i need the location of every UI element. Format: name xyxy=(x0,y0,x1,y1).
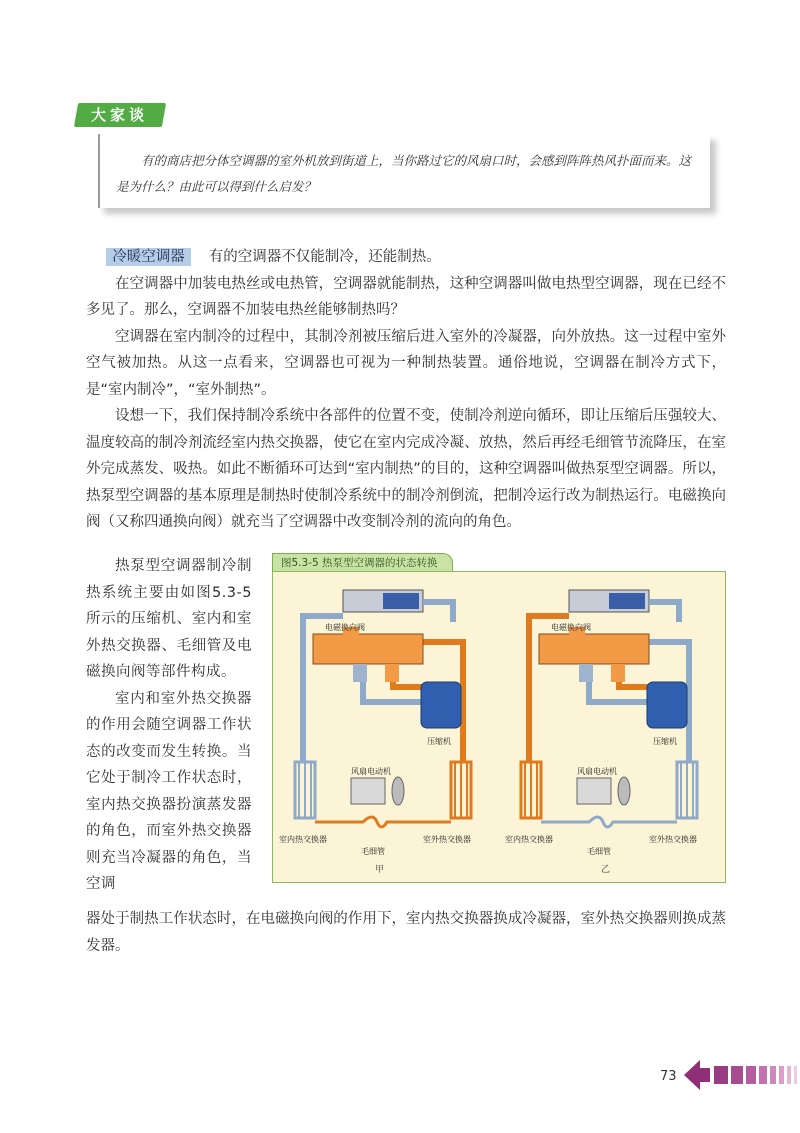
indoor-coil xyxy=(521,762,541,818)
discuss-text: 有的商店把分体空调器的室外机放到街道上，当你路过它的风扇口时，会感到阵阵热风扑面而来。这是为什么？由此可以得到什么启发？ xyxy=(116,153,692,194)
capillary xyxy=(315,817,451,827)
label-compressor: 压缩机 xyxy=(653,737,677,746)
valve-port xyxy=(579,664,593,682)
solenoid-coil xyxy=(609,593,645,609)
label-compressor: 压缩机 xyxy=(427,737,451,746)
page-nav-arrow-icon xyxy=(684,1058,800,1092)
label-right: 乙 xyxy=(601,865,611,875)
paragraph-2: 空调器在室内制冷的过程中，其制冷剂被压缩后进入室外的冷凝器，向外放热。这一过程中室外空气被加热。从这一点看来，空调器也可视为一种制热装置。通俗地说，空调器在制冷方式下，是“室内制冷”，“室外制热”。 xyxy=(86,328,726,398)
continued-text xyxy=(86,906,726,959)
fan-blade xyxy=(392,777,404,805)
label-valve: 电磁换向阀 xyxy=(551,623,591,632)
outdoor-coil xyxy=(451,762,471,818)
discuss-tag: 大家谈 xyxy=(74,103,166,127)
fan-blade xyxy=(618,777,630,805)
valve-port xyxy=(385,664,399,682)
page-number: 73 xyxy=(660,1069,677,1084)
pipe xyxy=(649,602,679,622)
outdoor-coil xyxy=(677,762,697,818)
valve-port xyxy=(353,664,367,682)
label-indoor: 室内热交换器 xyxy=(279,835,327,844)
indoor-coil xyxy=(295,762,315,818)
label-valve: 电磁换向阀 xyxy=(325,623,365,632)
compressor xyxy=(647,682,687,728)
pipe xyxy=(423,602,453,622)
fan-motor xyxy=(351,778,385,804)
side-text xyxy=(86,553,252,898)
section-intro: 冷暖空调器 有的空调器不仅能制冷，还能制热。 xyxy=(86,244,726,271)
discuss-box xyxy=(98,134,710,208)
main-text xyxy=(86,244,726,536)
paragraph-1: 在空调器中加装电热丝或电热管，空调器就能制热，这种空调器叫做电热型空调器，现在已经不多见了。那么，空调器不加装电热丝能够制热吗？ xyxy=(86,275,726,318)
label-capillary: 毛细管 xyxy=(587,847,611,856)
compressor xyxy=(421,682,461,728)
reversing-valve xyxy=(313,634,423,664)
reversing-valve xyxy=(539,634,649,664)
paragraph-3: 设想一下，我们保持制冷系统中各部件的位置不变，使制冷剂逆向循环，即让压缩后压强较大、温度较高的制冷剂流经室内热交换器，使它在室内完成冷凝、放热，然后再经毛细管节流降压，在室外完成蒸发、吸热。如此不断循环可达到“室内制热”的目的，这种空调器叫做热泵型空调器。所以，热泵型空调器的基本原理是制热时使制冷系统中的制冷剂倒流，把制冷运行改为制热运行。电磁换向阀（又称四通换向阀）就充当了空调器中改变制冷剂的流向的角色。 xyxy=(86,408,726,530)
paragraph-5a: 室内和室外热交换器的作用会随空调器工作状态的改变而发生转换。当它处于制冷工作状态时，室内热交换器扮演蒸发器的角色，而室外热交换器则充当冷凝器的角色，当空调 xyxy=(86,690,252,892)
diagram-right xyxy=(505,590,697,875)
fan-motor xyxy=(577,778,611,804)
figure-frame xyxy=(272,571,726,883)
valve-port xyxy=(611,664,625,682)
paragraph-4: 热泵型空调器制冷制热系统主要由如图5.3-5所示的压缩机、室内和室外热交换器、毛细管及电磁换向阀等部件构成。 xyxy=(86,558,252,680)
label-indoor: 室内热交换器 xyxy=(505,835,553,844)
label-fan-motor: 风扇电动机 xyxy=(577,767,617,776)
figure-caption: 图5.3-5 热泵型空调器的状态转换 xyxy=(272,553,453,572)
label-outdoor: 室外热交换器 xyxy=(423,835,471,844)
paragraph-5b: 器处于制热工作状态时，在电磁换向阀的作用下，室内热交换器换成冷凝器，室外热交换器则换成蒸发器。 xyxy=(86,911,726,954)
figure-5-3-5 xyxy=(272,553,726,883)
label-outdoor: 室外热交换器 xyxy=(649,835,697,844)
label-capillary: 毛细管 xyxy=(361,847,385,856)
diagram-left xyxy=(279,590,471,875)
label-left: 甲 xyxy=(375,865,385,875)
label-fan-motor: 风扇电动机 xyxy=(351,767,391,776)
heat-pump-diagram xyxy=(273,572,725,882)
solenoid-coil xyxy=(383,593,419,609)
capillary xyxy=(541,817,677,827)
section-heading: 冷暖空调器 xyxy=(106,248,191,266)
